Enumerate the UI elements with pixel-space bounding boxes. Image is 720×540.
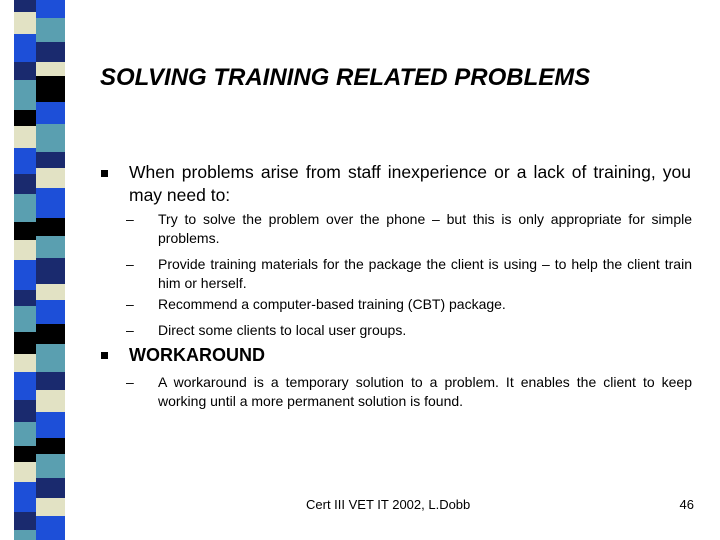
stripe-block	[14, 62, 36, 80]
stripe-block	[36, 372, 65, 390]
page-number: 46	[679, 497, 694, 512]
stripe-block	[36, 42, 65, 62]
stripe-column-left	[14, 0, 36, 540]
sub-bullet-1-1: Try to solve the problem over the phone – but this is only appropriate for simple problems.	[158, 211, 692, 246]
sub-bullet-1-2: Provide training materials for the package the client is using – to help the client train him or herself.	[158, 256, 692, 291]
stripe-block	[36, 516, 65, 540]
stripe-block	[14, 332, 36, 354]
sub-bullet-dash: –	[126, 256, 134, 272]
bullet-marker	[101, 170, 108, 177]
stripe-block	[36, 0, 65, 18]
stripe-block	[36, 124, 65, 152]
stripe-block	[36, 324, 65, 344]
stripe-block	[14, 0, 36, 12]
stripe-block	[36, 168, 65, 188]
stripe-block	[36, 498, 65, 516]
stripe-block	[14, 290, 36, 306]
stripe-block	[14, 240, 36, 260]
stripe-block	[14, 482, 36, 512]
stripe-block	[14, 260, 36, 290]
stripe-block	[36, 218, 65, 236]
stripe-column-right	[36, 0, 65, 540]
stripe-block	[36, 412, 65, 438]
stripe-block	[36, 152, 65, 168]
stripe-block	[36, 284, 65, 300]
stripe-block	[36, 18, 65, 42]
stripe-block	[14, 512, 36, 530]
sub-bullet-dash: –	[126, 374, 134, 390]
stripe-block	[14, 462, 36, 482]
stripe-block	[14, 354, 36, 372]
stripe-block	[14, 372, 36, 400]
sub-bullet-dash: –	[126, 322, 134, 338]
sub-bullet-1-3: Recommend a computer-based training (CBT) package.	[158, 296, 506, 312]
decorative-side-stripes	[0, 0, 65, 540]
stripe-block	[36, 438, 65, 454]
footer-credit: Cert III VET IT 2002, L.Dobb	[306, 497, 471, 512]
stripe-block	[36, 454, 65, 478]
stripe-block	[36, 478, 65, 498]
bullet-1-text: When problems arise from staff inexperience or a lack of training, you may need to:	[129, 162, 691, 205]
sub-bullet-1-4: Direct some clients to local user groups.	[158, 322, 407, 338]
stripe-block	[36, 236, 65, 258]
stripe-block	[14, 194, 36, 222]
stripe-block	[14, 174, 36, 194]
stripe-block	[14, 446, 36, 462]
stripe-block	[36, 76, 65, 102]
stripe-block	[14, 530, 36, 540]
stripe-block	[36, 344, 65, 372]
stripe-block	[14, 80, 36, 110]
bullet-2-text: WORKAROUND	[129, 345, 265, 365]
stripe-block	[14, 306, 36, 332]
stripe-block	[36, 62, 65, 76]
stripe-block	[14, 34, 36, 62]
stripe-block	[36, 390, 65, 412]
stripe-block	[36, 102, 65, 124]
stripe-block	[14, 148, 36, 174]
stripe-block	[14, 400, 36, 422]
stripe-block	[36, 258, 65, 284]
sub-bullet-2-1: A workaround is a temporary solution to a problem. It enables the client to keep working until a more permanent solution is found.	[158, 374, 692, 409]
sub-bullet-dash: –	[126, 296, 134, 312]
stripe-block	[14, 126, 36, 148]
stripe-block	[14, 110, 36, 126]
stripe-block	[14, 422, 36, 446]
stripe-block	[36, 300, 65, 324]
stripe-block	[14, 222, 36, 240]
sub-bullet-dash: –	[126, 211, 134, 227]
stripe-block	[36, 188, 65, 218]
slide-title: SOLVING TRAINING RELATED PROBLEMS	[100, 64, 591, 91]
bullet-marker	[101, 352, 108, 359]
stripe-block	[14, 12, 36, 34]
